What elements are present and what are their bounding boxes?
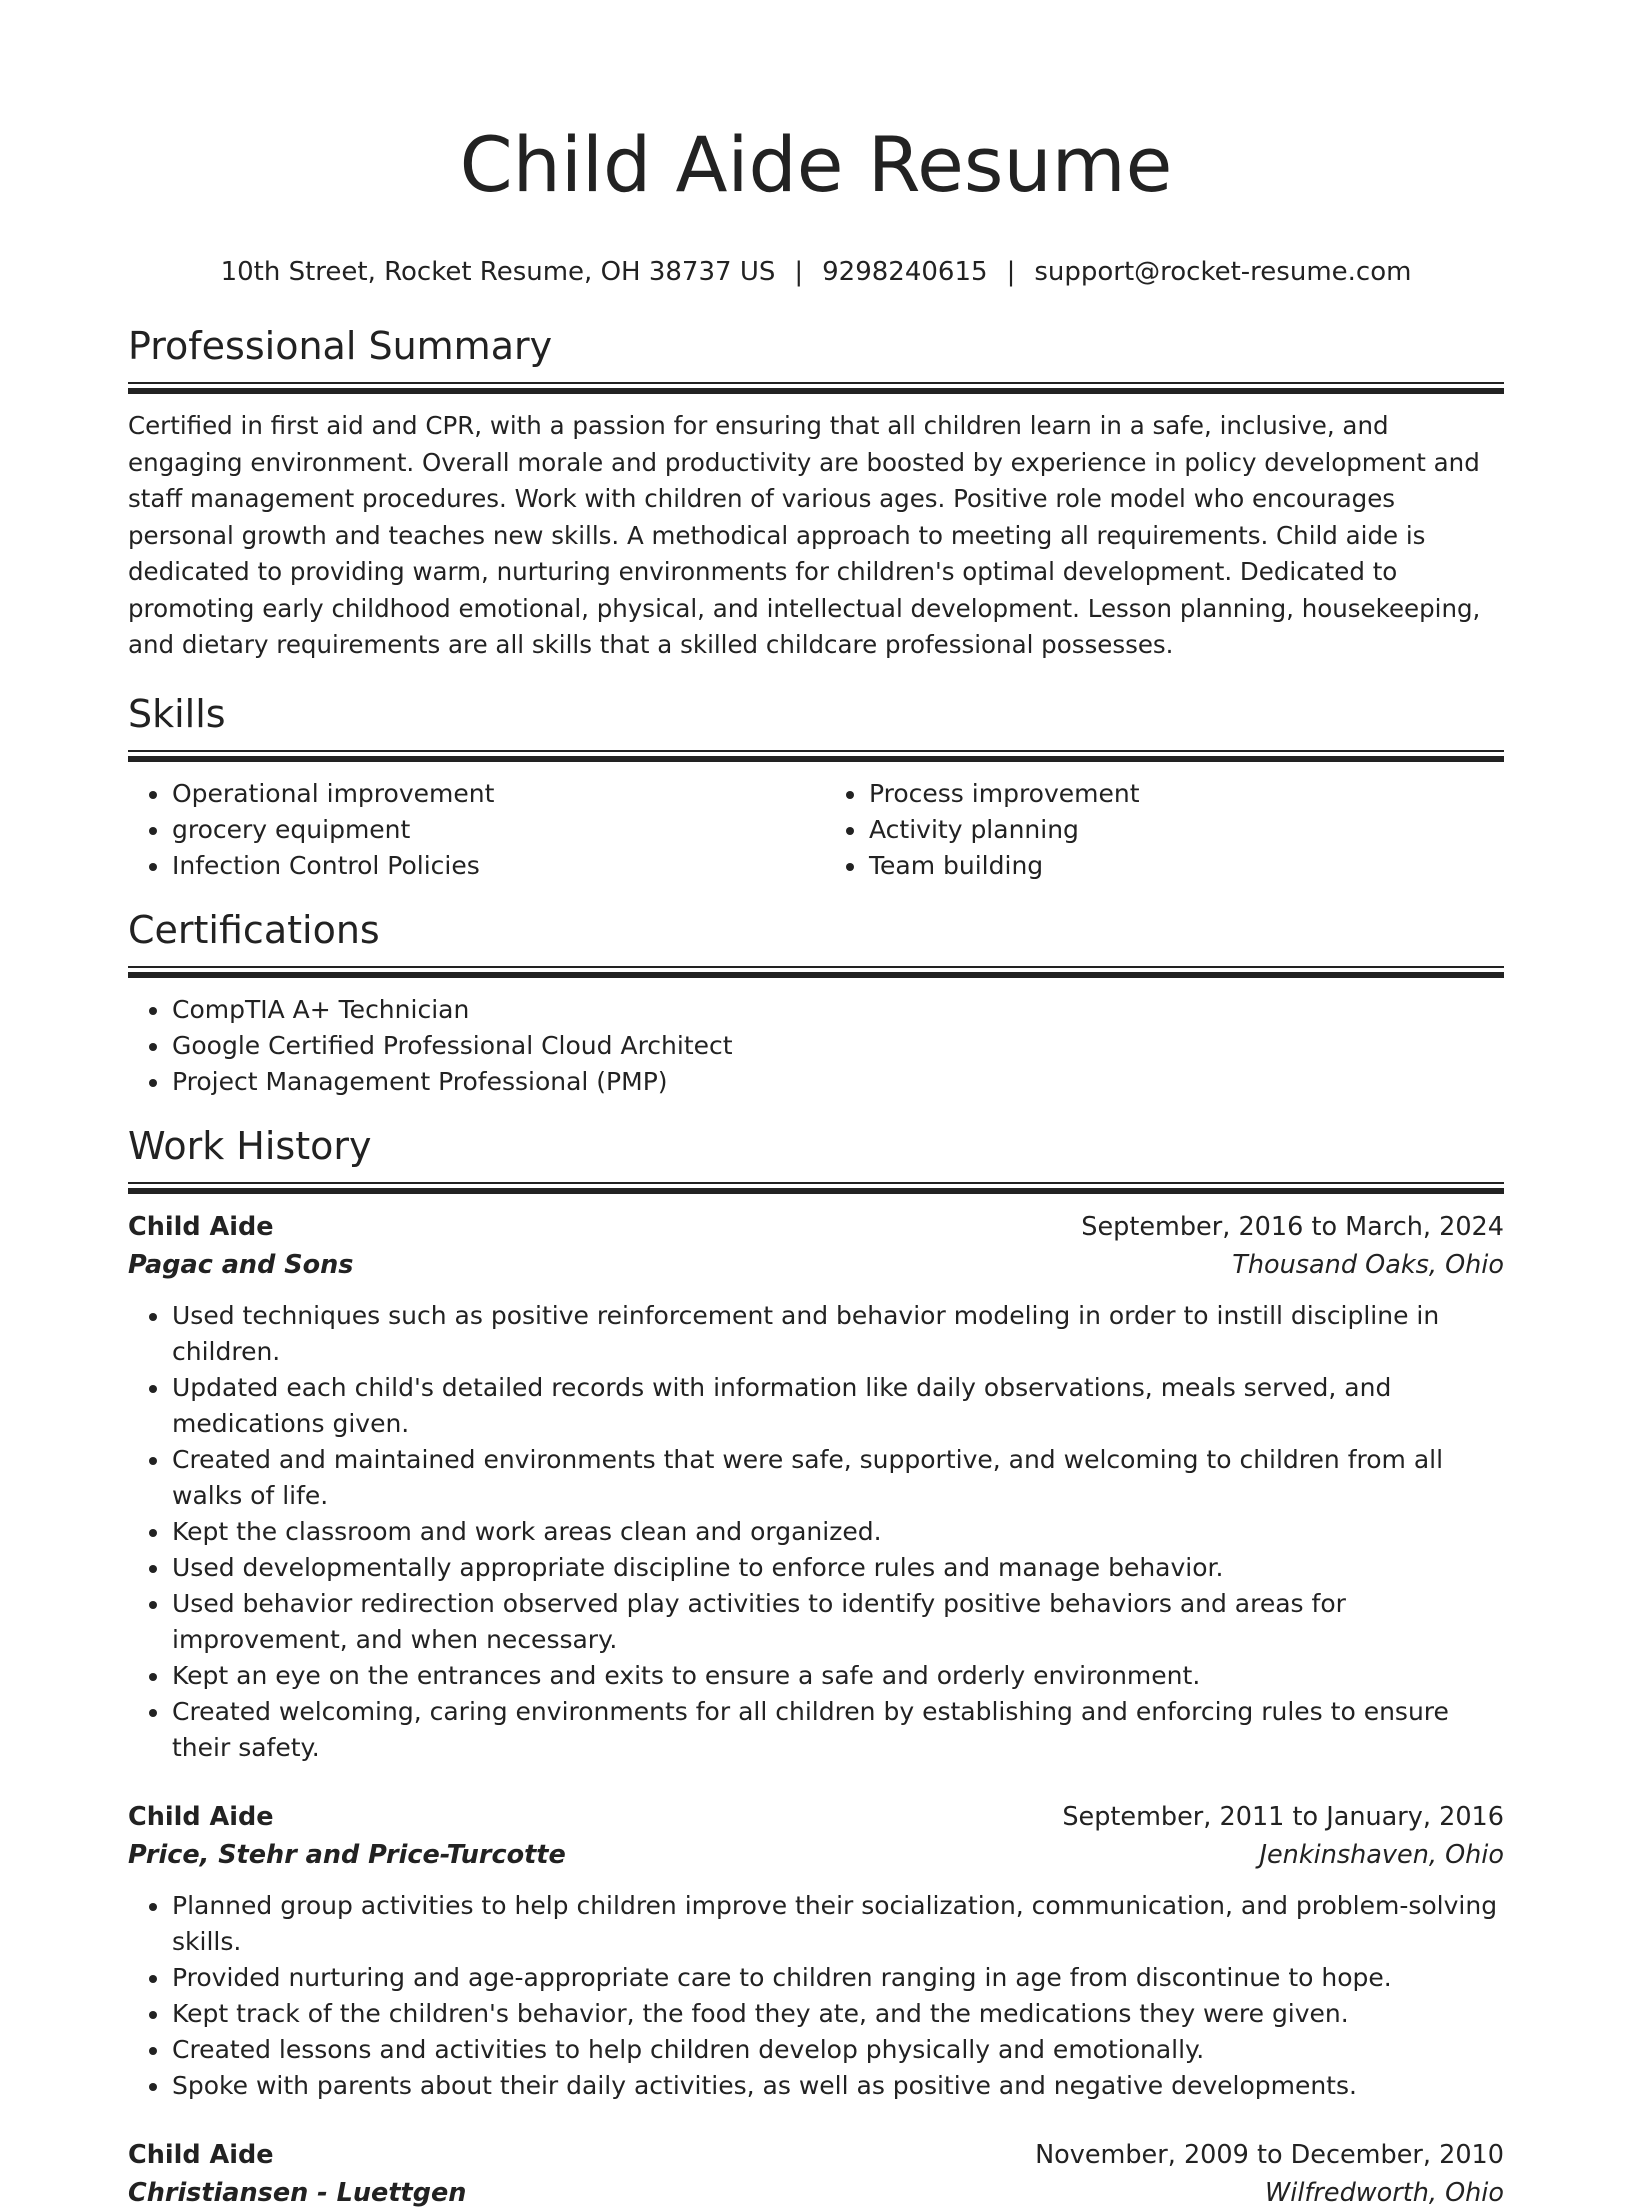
job-duty: • Created and maintained environments that were safe, supportive, and welcoming to children from all walks of life. — [171, 1442, 1504, 1514]
job-header-row — [128, 1798, 1504, 1836]
job-dates: November, 2009 to December, 2010 — [1035, 2139, 1504, 2170]
job-location: Jenkinshaven, Ohio — [1259, 1839, 1504, 1870]
job-company: Christiansen - Luettgen — [128, 2177, 467, 2208]
skills-section — [128, 690, 1504, 884]
skill-item: • Activity planning — [868, 812, 1504, 848]
section-heading-certifications: Certifications — [128, 907, 380, 952]
certifications-list — [128, 992, 1504, 1100]
section-divider — [128, 382, 1504, 394]
job-duty: • Used techniques such as positive reinforcement and behavior modeling in order to instill discipline in children. — [171, 1298, 1504, 1370]
summary-section — [128, 322, 1504, 664]
job-entry — [128, 1798, 1504, 2104]
section-heading-skills: Skills — [128, 691, 226, 736]
skill-item: • Team building — [868, 848, 1504, 884]
work-history-section — [128, 1122, 1504, 2212]
job-company: Price, Stehr and Price-Turcotte — [128, 1839, 566, 1870]
skills-list-left — [128, 776, 816, 884]
certification-item: • CompTIA A+ Technician — [171, 992, 1504, 1028]
job-duty: • Planned group activities to help children improve their socialization, communication, and problem-solving skills. — [171, 1888, 1504, 1960]
contact-address: 10th Street, Rocket Resume, OH 38737 US — [220, 257, 776, 287]
skill-item: • Process improvement — [868, 776, 1504, 812]
skills-grid — [128, 776, 1504, 884]
section-heading-work-history: Work History — [128, 1123, 372, 1168]
job-title: Child Aide — [128, 1211, 274, 1242]
job-duty: • Updated each child's detailed records with information like daily observations, meals served, and medications given. — [171, 1370, 1504, 1442]
section-heading-summary: Professional Summary — [128, 324, 553, 368]
contact-phone: 9298240615 — [822, 257, 988, 287]
skill-item: • Infection Control Policies — [171, 848, 816, 884]
job-title: Child Aide — [128, 1801, 274, 1832]
certification-item: • Google Certified Professional Cloud Architect — [171, 1028, 1504, 1064]
job-dates: September, 2016 to March, 2024 — [1081, 1211, 1504, 1242]
skill-item: • Operational improvement — [171, 776, 816, 812]
job-duty: • Used developmentally appropriate discipline to enforce rules and manage behavior. — [171, 1550, 1504, 1586]
job-company: Pagac and Sons — [128, 1249, 354, 1280]
certifications-section — [128, 906, 1504, 1100]
job-dates: September, 2011 to January, 2016 — [1062, 1801, 1504, 1832]
job-entry — [128, 2136, 1504, 2212]
contact-separator: | — [794, 257, 804, 287]
job-duty: • Kept an eye on the entrances and exits to ensure a safe and orderly environment. — [171, 1658, 1504, 1694]
job-company-row — [128, 1246, 1504, 1284]
certification-item: • Project Management Professional (PMP) — [171, 1064, 1504, 1100]
skill-item: • grocery equipment — [171, 812, 816, 848]
job-company-row — [128, 2174, 1504, 2212]
section-divider — [128, 1182, 1504, 1194]
job-header-row — [128, 2136, 1504, 2174]
job-duty: • Created lessons and activities to help children develop physically and emotionally. — [171, 2032, 1504, 2068]
job-title: Child Aide — [128, 2139, 274, 2170]
job-entry — [128, 1208, 1504, 1766]
skills-list-right — [816, 776, 1504, 884]
job-duties-list — [128, 1888, 1504, 2104]
summary-paragraph: Certified in first aid and CPR, with a passion for ensuring that all children learn in a safe, inclusive, and engaging environment. Overall morale and productivity are boosted by experience in policy development and staff management procedures. Work with children of various ages. Positive role model who encourages personal growth and teaches new skills. A methodical approach to meeting all requirements. Child aide is dedicated to providing warm, nurturing environments for children's optimal development. Dedicated to promoting early childhood emotional, physical, and intellectual development. Lesson planning, housekeeping, and dietary requirements are all skills that a skilled childcare professional possesses. — [128, 411, 1481, 659]
resume-title: Child Aide Resume — [459, 120, 1173, 209]
job-duty: • Created welcoming, caring environments for all children by establishing and enforcing rules to ensure their safety. — [171, 1694, 1504, 1766]
contact-email: support@rocket-resume.com — [1034, 257, 1412, 287]
contact-line — [128, 254, 1504, 290]
job-duty: • Used behavior redirection observed play activities to identify positive behaviors and areas for improvement, and when necessary. — [171, 1586, 1504, 1658]
section-divider — [128, 966, 1504, 978]
job-duty: • Provided nurturing and age-appropriate care to children ranging in age from discontinue to hope. — [171, 1960, 1504, 1996]
job-duty: • Kept the classroom and work areas clean and organized. — [171, 1514, 1504, 1550]
job-company-row — [128, 1836, 1504, 1874]
section-divider — [128, 750, 1504, 762]
contact-separator: | — [1006, 257, 1016, 287]
job-duties-list — [128, 1298, 1504, 1766]
job-duty: • Kept track of the children's behavior, the food they ate, and the medications they were given. — [171, 1996, 1504, 2032]
job-location: Wilfredworth, Ohio — [1265, 2177, 1504, 2208]
job-duty: • Spoke with parents about their daily activities, as well as positive and negative developments. — [171, 2068, 1504, 2104]
job-header-row — [128, 1208, 1504, 1246]
job-location: Thousand Oaks, Ohio — [1232, 1249, 1504, 1280]
